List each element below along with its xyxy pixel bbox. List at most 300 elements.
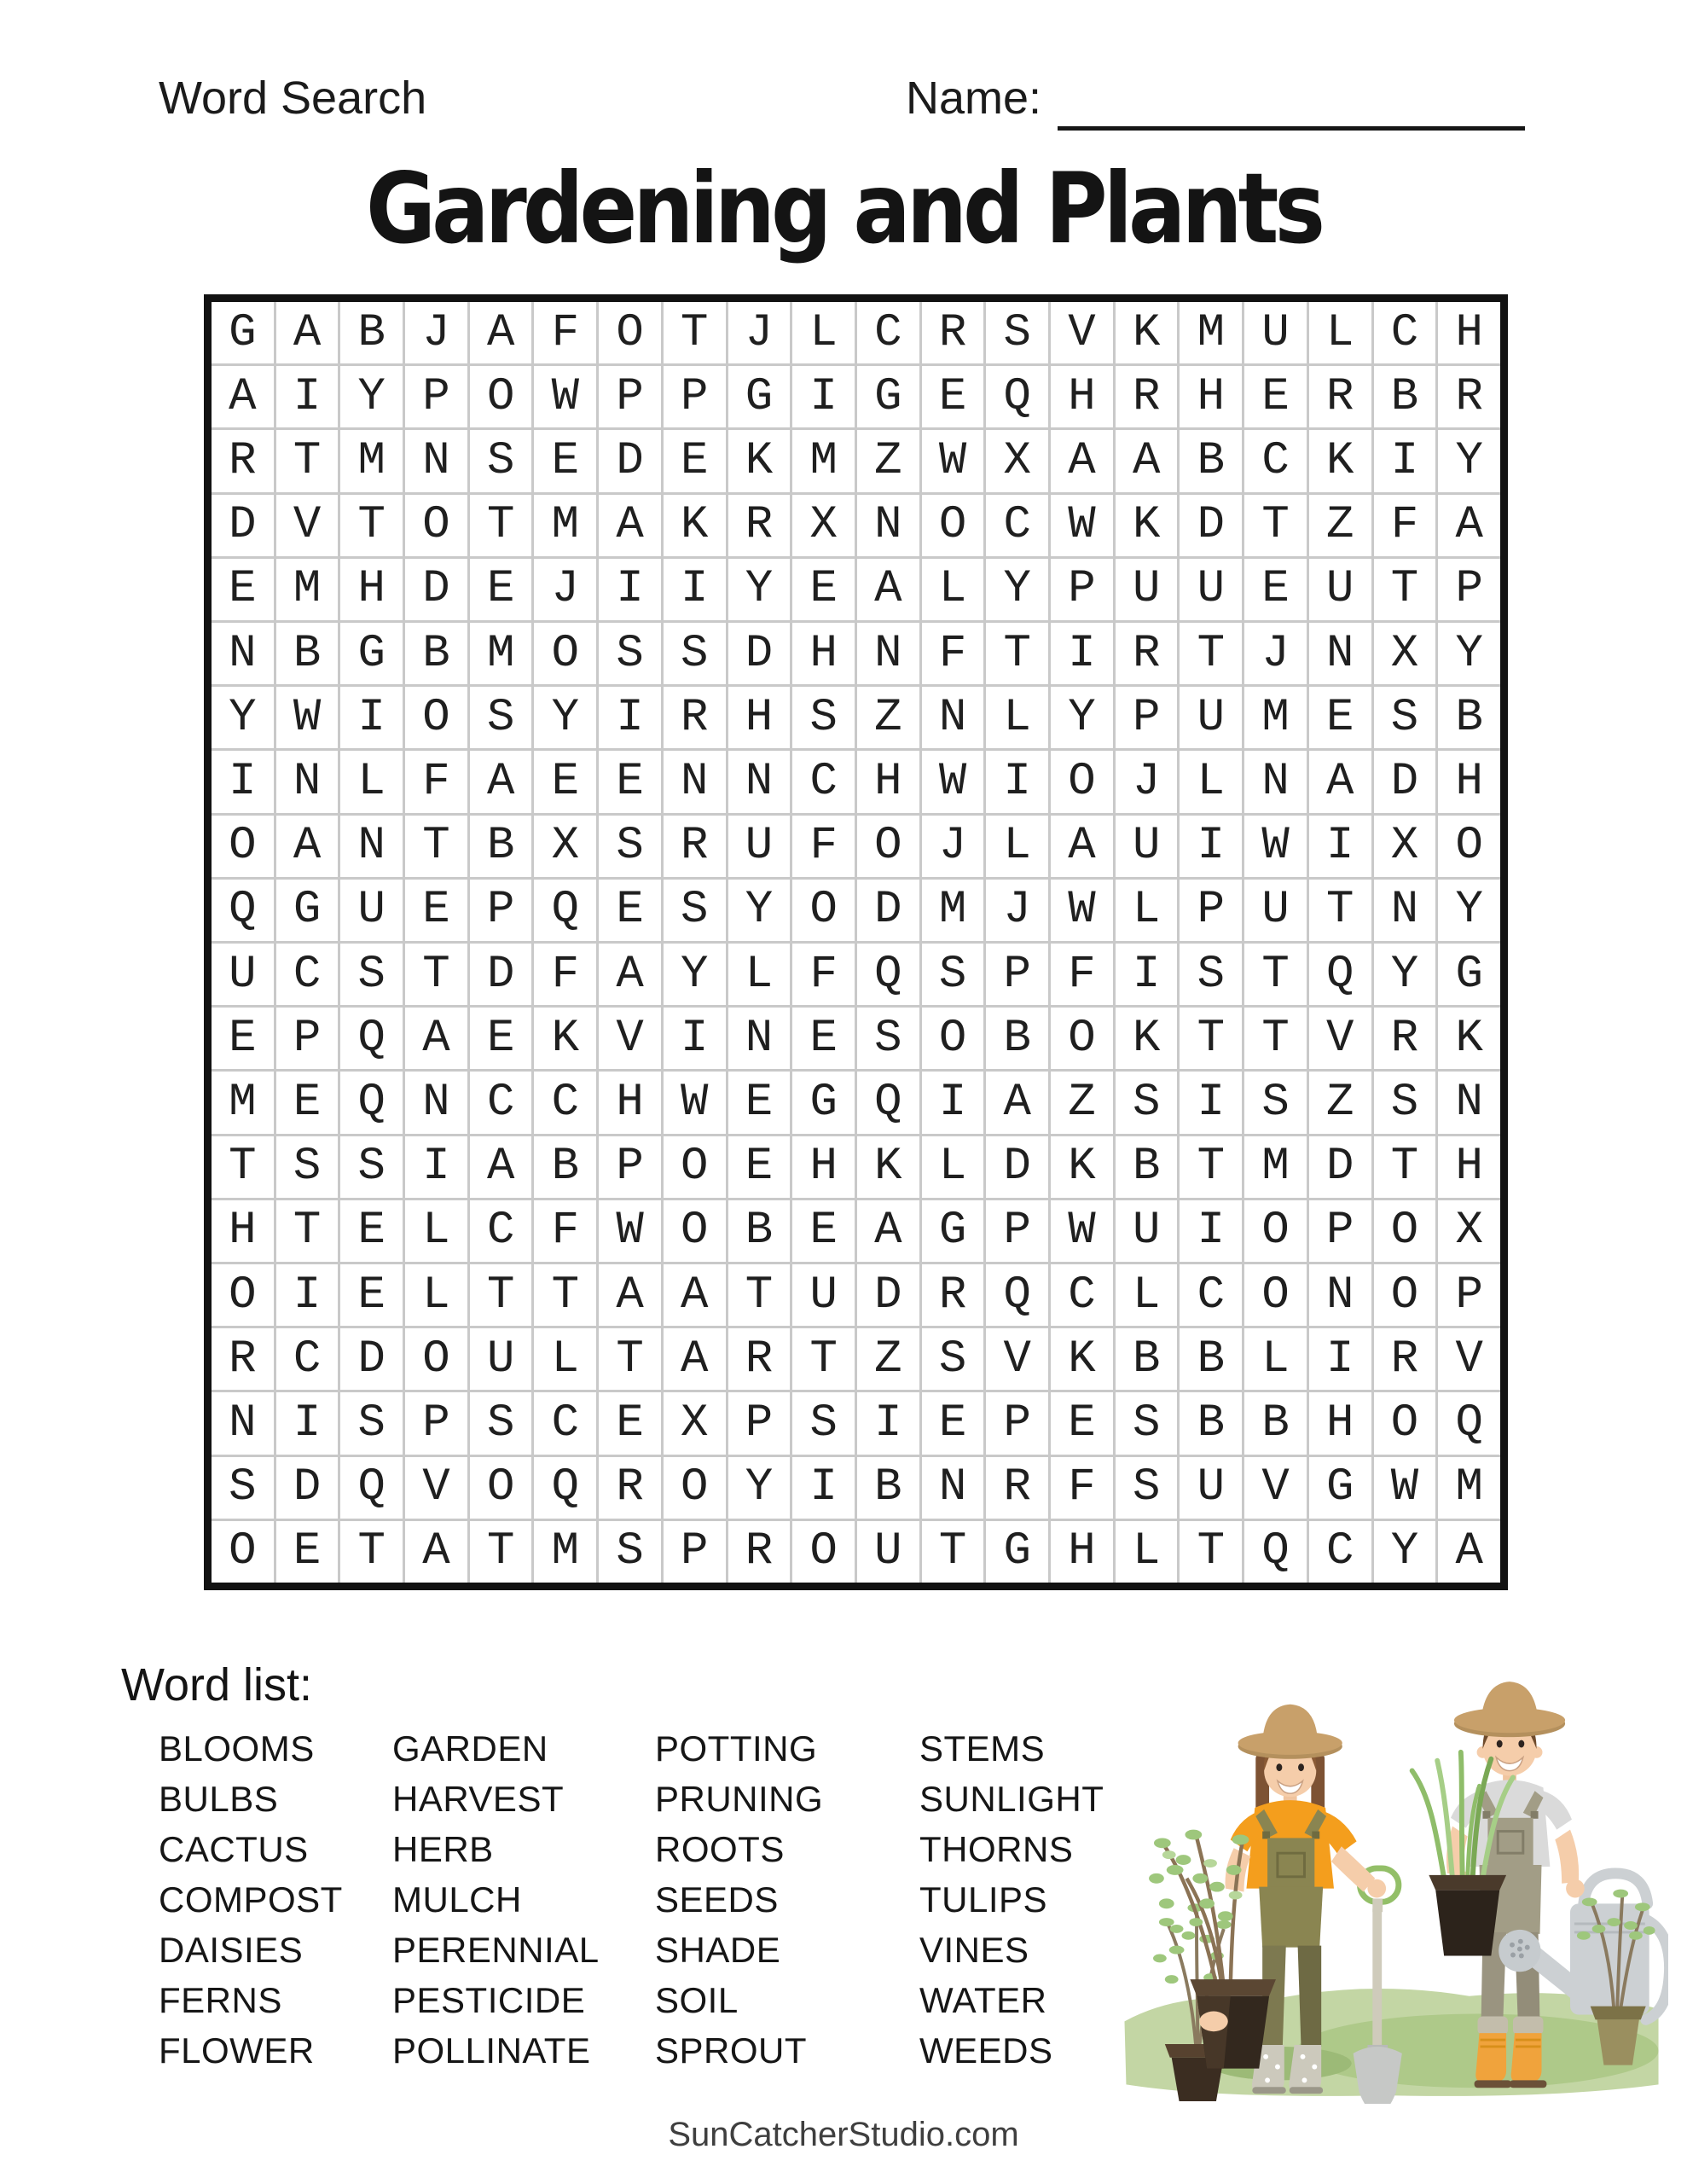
grid-cell: B (534, 1136, 596, 1198)
grid-cell: S (470, 687, 532, 748)
grid-cell: B (1180, 430, 1242, 491)
page-title: Gardening and Plants (366, 152, 1321, 266)
grid-cell: B (1116, 1136, 1178, 1198)
grid-cell: A (276, 302, 339, 363)
grid-cell: P (405, 366, 467, 427)
grid-cell: T (405, 944, 467, 1005)
grid-cell: I (664, 1008, 726, 1069)
grid-cell: O (405, 1328, 467, 1390)
grid-cell: L (986, 816, 1048, 877)
grid-cell: O (470, 366, 532, 427)
grid-cell: I (1051, 623, 1113, 684)
grid-cell: I (664, 559, 726, 620)
grid-cell: B (405, 623, 467, 684)
grid-cell: O (792, 880, 855, 941)
grid-cell: S (340, 944, 403, 1005)
grid-cell: E (212, 1008, 274, 1069)
grid-cell: Y (534, 687, 596, 748)
grid-cell: W (534, 366, 596, 427)
grid-cell: R (1309, 366, 1371, 427)
grid-cell: L (922, 559, 984, 620)
grid-cell: P (1051, 559, 1113, 620)
word-list-item: SPROUT (655, 2030, 808, 2071)
grid-cell: B (1180, 1328, 1242, 1390)
grid-cell: A (857, 559, 919, 620)
grid-cell: S (857, 1008, 919, 1069)
grid-cell: G (276, 880, 339, 941)
grid-cell: S (1374, 687, 1436, 748)
worksheet-type-label: Word Search (159, 73, 427, 124)
name-blank-line (1058, 82, 1525, 131)
grid-cell: Y (1438, 880, 1500, 941)
grid-cell: Y (1051, 687, 1113, 748)
grid-cell: L (1116, 1264, 1178, 1326)
grid-cell: K (1438, 1008, 1500, 1069)
grid-cell: S (1374, 1072, 1436, 1133)
grid-cell: F (405, 751, 467, 812)
grid-cell: M (1180, 302, 1242, 363)
grid-cell: A (470, 751, 532, 812)
name-label: Name: (906, 73, 1042, 124)
grid-cell: T (276, 430, 339, 491)
grid-cell: L (1244, 1328, 1307, 1390)
grid-cell: D (470, 944, 532, 1005)
grid-cell: I (276, 1392, 339, 1454)
grid-cell: R (728, 495, 791, 556)
grid-cell: L (405, 1200, 467, 1262)
grid-cell: E (534, 751, 596, 812)
grid-cell: P (664, 1521, 726, 1583)
grid-cell: P (986, 1392, 1048, 1454)
grid-cell: S (470, 1392, 532, 1454)
grid-cell: Z (857, 1328, 919, 1390)
grid-cell: N (728, 1008, 791, 1069)
grid-cell: O (1244, 1200, 1307, 1262)
grid-cell: B (857, 1457, 919, 1519)
grid-cell: U (728, 816, 791, 877)
grid-cell: S (922, 1328, 984, 1390)
word-list-item: PRUNING (655, 1779, 824, 1819)
grid-cell: D (212, 495, 274, 556)
grid-cell: L (792, 302, 855, 363)
grid-cell: B (470, 816, 532, 877)
gardeners-illustration (1116, 1626, 1668, 2104)
grid-cell: D (405, 559, 467, 620)
grid-cell: V (1438, 1328, 1500, 1390)
grid-cell: L (405, 1264, 467, 1326)
grid-cell: H (857, 751, 919, 812)
grid-cell: P (1116, 687, 1178, 748)
grid-cell: P (986, 1200, 1048, 1262)
grid-cell: G (792, 1072, 855, 1133)
word-list-item: FERNS (159, 1980, 282, 2020)
grid-cell: H (1438, 751, 1500, 812)
grid-cell: O (405, 687, 467, 748)
website-credit: SunCatcherStudio.com (668, 2116, 1019, 2153)
grid-cell: C (857, 302, 919, 363)
grid-cell: R (664, 687, 726, 748)
grid-cell: U (1244, 302, 1307, 363)
grid-cell: S (922, 944, 984, 1005)
grid-cell: I (1180, 1200, 1242, 1262)
grid-cell: J (728, 302, 791, 363)
grid-cell: Q (212, 880, 274, 941)
grid-cell: J (1244, 623, 1307, 684)
grid-cell: M (212, 1072, 274, 1133)
grid-cell: V (1309, 1008, 1371, 1069)
grid-cell: F (1051, 1457, 1113, 1519)
word-list-item: SUNLIGHT (919, 1779, 1104, 1819)
grid-cell: A (664, 1328, 726, 1390)
grid-cell: H (1051, 366, 1113, 427)
grid-cell: O (1438, 816, 1500, 877)
grid-cell: P (276, 1008, 339, 1069)
grid-cell: K (728, 430, 791, 491)
grid-cell: O (664, 1200, 726, 1262)
grid-cell: G (986, 1521, 1048, 1583)
grid-cell: E (1244, 366, 1307, 427)
grid-cell: C (1244, 430, 1307, 491)
grid-cell: K (857, 1136, 919, 1198)
grid-cell: C (534, 1392, 596, 1454)
grid-cell: R (986, 1457, 1048, 1519)
grid-cell: X (792, 495, 855, 556)
grid-cell: A (857, 1200, 919, 1262)
grid-cell: P (405, 1392, 467, 1454)
grid-cell: U (1180, 687, 1242, 748)
grid-cell: U (1244, 880, 1307, 941)
grid-cell: I (1309, 816, 1371, 877)
grid-cell: A (1438, 1521, 1500, 1583)
grid-cell: O (1374, 1392, 1436, 1454)
grid-cell: R (922, 1264, 984, 1326)
grid-cell: T (470, 1264, 532, 1326)
grid-cell: C (1051, 1264, 1113, 1326)
grid-cell: W (664, 1072, 726, 1133)
grid-cell: A (212, 366, 274, 427)
grid-cell: O (857, 816, 919, 877)
grid-cell: O (405, 495, 467, 556)
grid-cell: Y (728, 1457, 791, 1519)
grid-cell: C (986, 495, 1048, 556)
grid-cell: C (470, 1072, 532, 1133)
grid-cell: R (728, 1521, 791, 1583)
word-list-item: STEMS (919, 1728, 1046, 1769)
grid-cell: P (1309, 1200, 1371, 1262)
grid-cell: E (664, 430, 726, 491)
grid-cell: O (1244, 1264, 1307, 1326)
grid-cell: D (728, 623, 791, 684)
grid-cell: K (534, 1008, 596, 1069)
grid-cell: I (405, 1136, 467, 1198)
grid-cell: E (1309, 687, 1371, 748)
grid-cell: N (1438, 1072, 1500, 1133)
word-list-item: SOIL (655, 1980, 739, 2020)
grid-cell: Y (1374, 944, 1436, 1005)
grid-cell: Y (1438, 623, 1500, 684)
grid-cell: Y (664, 944, 726, 1005)
word-list-item: WEEDS (919, 2030, 1053, 2071)
grid-cell: D (340, 1328, 403, 1390)
grid-cell: S (212, 1457, 274, 1519)
grid-cell: A (1438, 495, 1500, 556)
grid-cell: N (857, 495, 919, 556)
grid-cell: S (1180, 944, 1242, 1005)
grid-cell: M (1244, 687, 1307, 748)
grid-cell: R (1116, 623, 1178, 684)
grid-cell: D (857, 880, 919, 941)
grid-cell: I (1116, 944, 1178, 1005)
grid-cell: T (664, 302, 726, 363)
grid-cell: T (1180, 1136, 1242, 1198)
grid-cell: N (1244, 751, 1307, 812)
grid-cell: W (922, 430, 984, 491)
grid-cell: T (1374, 559, 1436, 620)
grid-cell: T (1244, 495, 1307, 556)
grid-cell: P (986, 944, 1048, 1005)
grid-cell: A (1309, 751, 1371, 812)
grid-cell: E (1051, 1392, 1113, 1454)
grid-cell: E (340, 1264, 403, 1326)
grid-cell: K (1116, 1008, 1178, 1069)
grid-cell: C (792, 751, 855, 812)
grid-cell: O (470, 1457, 532, 1519)
grid-cell: Y (728, 559, 791, 620)
grid-cell: O (1374, 1200, 1436, 1262)
grid-cell: F (792, 816, 855, 877)
grid-cell: I (1309, 1328, 1371, 1390)
grid-cell: Y (1374, 1521, 1436, 1583)
grid-cell: R (1374, 1008, 1436, 1069)
grid-cell: U (1309, 559, 1371, 620)
grid-cell: S (792, 1392, 855, 1454)
grid-cell: A (1051, 816, 1113, 877)
grid-cell: H (1180, 366, 1242, 427)
word-list-item: CACTUS (159, 1829, 309, 1869)
grid-cell: L (1180, 751, 1242, 812)
grid-cell: J (1116, 751, 1178, 812)
grid-cell: N (405, 1072, 467, 1133)
grid-cell: E (470, 559, 532, 620)
grid-cell: I (857, 1392, 919, 1454)
grid-cell: E (792, 559, 855, 620)
grid-cell: T (1180, 1008, 1242, 1069)
grid-cell: R (1116, 366, 1178, 427)
grid-cell: L (534, 1328, 596, 1390)
grid-cell: A (986, 1072, 1048, 1133)
grid-cell: D (857, 1264, 919, 1326)
grid-cell: E (340, 1200, 403, 1262)
grid-cell: O (534, 623, 596, 684)
grid-cell: Q (534, 880, 596, 941)
grid-cell: X (1438, 1200, 1500, 1262)
grid-cell: H (1309, 1392, 1371, 1454)
grid-cell: Q (340, 1072, 403, 1133)
grid-cell: P (728, 1392, 791, 1454)
grid-cell: N (1309, 623, 1371, 684)
grid-cell: H (340, 559, 403, 620)
grid-cell: R (212, 430, 274, 491)
grid-cell: O (792, 1521, 855, 1583)
grid-cell: I (340, 687, 403, 748)
grid-cell: B (986, 1008, 1048, 1069)
grid-cell: I (599, 687, 661, 748)
grid-cell: W (922, 751, 984, 812)
grid-cell: F (1051, 944, 1113, 1005)
grid-cell: O (664, 1136, 726, 1198)
grid-cell: B (1438, 687, 1500, 748)
grid-cell: E (276, 1521, 339, 1583)
grid-cell: A (664, 1264, 726, 1326)
grid-cell: H (1051, 1521, 1113, 1583)
grid-cell: E (922, 1392, 984, 1454)
word-list-item: PERENNIAL (392, 1930, 600, 1970)
grid-cell: P (1180, 880, 1242, 941)
grid-cell: B (340, 302, 403, 363)
grid-cell: P (599, 1136, 661, 1198)
grid-cell: I (212, 751, 274, 812)
grid-cell: Y (340, 366, 403, 427)
grid-cell: C (534, 1072, 596, 1133)
grid-cell: P (599, 366, 661, 427)
grid-cell: I (1374, 430, 1436, 491)
word-list-item: BULBS (159, 1779, 279, 1819)
word-list-column (392, 1723, 655, 2076)
grid-cell: S (340, 1136, 403, 1198)
grid-cell: V (276, 495, 339, 556)
grid-cell: V (986, 1328, 1048, 1390)
grid-cell: F (534, 302, 596, 363)
grid-cell: V (405, 1457, 467, 1519)
grid-cell: W (1051, 1200, 1113, 1262)
grid-cell: Q (857, 944, 919, 1005)
grid-cell: T (1244, 1008, 1307, 1069)
shovel (1354, 1868, 1402, 2104)
grid-cell: E (470, 1008, 532, 1069)
grid-cell: Z (857, 687, 919, 748)
grid-cell: O (1051, 751, 1113, 812)
grid-cell: T (728, 1264, 791, 1326)
grid-cell: T (276, 1200, 339, 1262)
grid-cell: S (340, 1392, 403, 1454)
grid-cell: N (922, 1457, 984, 1519)
grid-cell: H (212, 1200, 274, 1262)
grid-cell: O (212, 816, 274, 877)
grid-cell: Y (728, 880, 791, 941)
grid-cell: N (922, 687, 984, 748)
grid-cell: K (1116, 302, 1178, 363)
grid-cell: Q (1309, 944, 1371, 1005)
grid-cell: L (1116, 880, 1178, 941)
word-list-item: SEEDS (655, 1879, 779, 1920)
word-list-item: VINES (919, 1930, 1029, 1970)
grid-cell: S (599, 816, 661, 877)
grid-cell: C (276, 1328, 339, 1390)
grid-cell: L (728, 944, 791, 1005)
grid-cell: G (340, 623, 403, 684)
grid-cell: U (212, 944, 274, 1005)
grid-cell: Z (1309, 1072, 1371, 1133)
word-list-item: POLLINATE (392, 2030, 591, 2071)
grid-cell: U (857, 1521, 919, 1583)
grid-cell: T (792, 1328, 855, 1390)
grid-cell: T (1180, 623, 1242, 684)
grid-cell: A (470, 1136, 532, 1198)
grid-cell: N (212, 623, 274, 684)
grid-cell: U (470, 1328, 532, 1390)
grid-cell: T (986, 623, 1048, 684)
grid-cell: I (1180, 1072, 1242, 1133)
grid-cell: J (534, 559, 596, 620)
grid-cell: L (922, 1136, 984, 1198)
grid-cell: S (986, 302, 1048, 363)
grid-cell: M (1438, 1457, 1500, 1519)
grid-cell: O (664, 1457, 726, 1519)
word-list-column (655, 1723, 919, 2076)
grid-cell: T (340, 1521, 403, 1583)
grid-cell: Q (340, 1457, 403, 1519)
grid-cell: I (599, 559, 661, 620)
grid-cell: R (728, 1328, 791, 1390)
grid-cell: Z (857, 430, 919, 491)
grid-cell: X (986, 430, 1048, 491)
grid-cell: U (1116, 816, 1178, 877)
grid-cell: M (534, 495, 596, 556)
grid-cell: F (534, 944, 596, 1005)
grid-cell: M (470, 623, 532, 684)
grid-cell: R (599, 1457, 661, 1519)
grid-cell: S (470, 430, 532, 491)
word-list-item: TULIPS (919, 1879, 1048, 1920)
grid-cell: E (728, 1072, 791, 1133)
grid-cell: V (1244, 1457, 1307, 1519)
grid-cell: S (664, 880, 726, 941)
word-list-columns (159, 1723, 1175, 2076)
grid-cell: W (276, 687, 339, 748)
word-list-item: FLOWER (159, 2030, 315, 2071)
grid-cell: K (1116, 495, 1178, 556)
word-list-item: HERB (392, 1829, 494, 1869)
grid-cell: Y (212, 687, 274, 748)
grid-cell: D (986, 1136, 1048, 1198)
grid-cell: X (664, 1392, 726, 1454)
grid-cell: Q (857, 1072, 919, 1133)
grid-cell: P (1438, 559, 1500, 620)
grid-cell: G (1309, 1457, 1371, 1519)
grid-cell: I (922, 1072, 984, 1133)
grid-cell: W (1244, 816, 1307, 877)
word-list-item: WATER (919, 1980, 1047, 2020)
grid-cell: A (1051, 430, 1113, 491)
grid-cell: S (664, 623, 726, 684)
grid-cell: F (922, 623, 984, 684)
grid-cell: U (1116, 559, 1178, 620)
grid-cell: K (664, 495, 726, 556)
grid-cell: P (470, 880, 532, 941)
grid-cell: N (1374, 880, 1436, 941)
grid-cell: F (534, 1200, 596, 1262)
grid-cell: A (599, 944, 661, 1005)
grid-cell: W (599, 1200, 661, 1262)
grid-cell: S (599, 1521, 661, 1583)
grid-cell: L (1116, 1521, 1178, 1583)
grid-cell: U (1180, 1457, 1242, 1519)
grid-cell: U (1116, 1200, 1178, 1262)
grid-cell: D (276, 1457, 339, 1519)
grid-cell: E (1244, 559, 1307, 620)
grid-cell: S (276, 1136, 339, 1198)
grid-cell: M (534, 1521, 596, 1583)
